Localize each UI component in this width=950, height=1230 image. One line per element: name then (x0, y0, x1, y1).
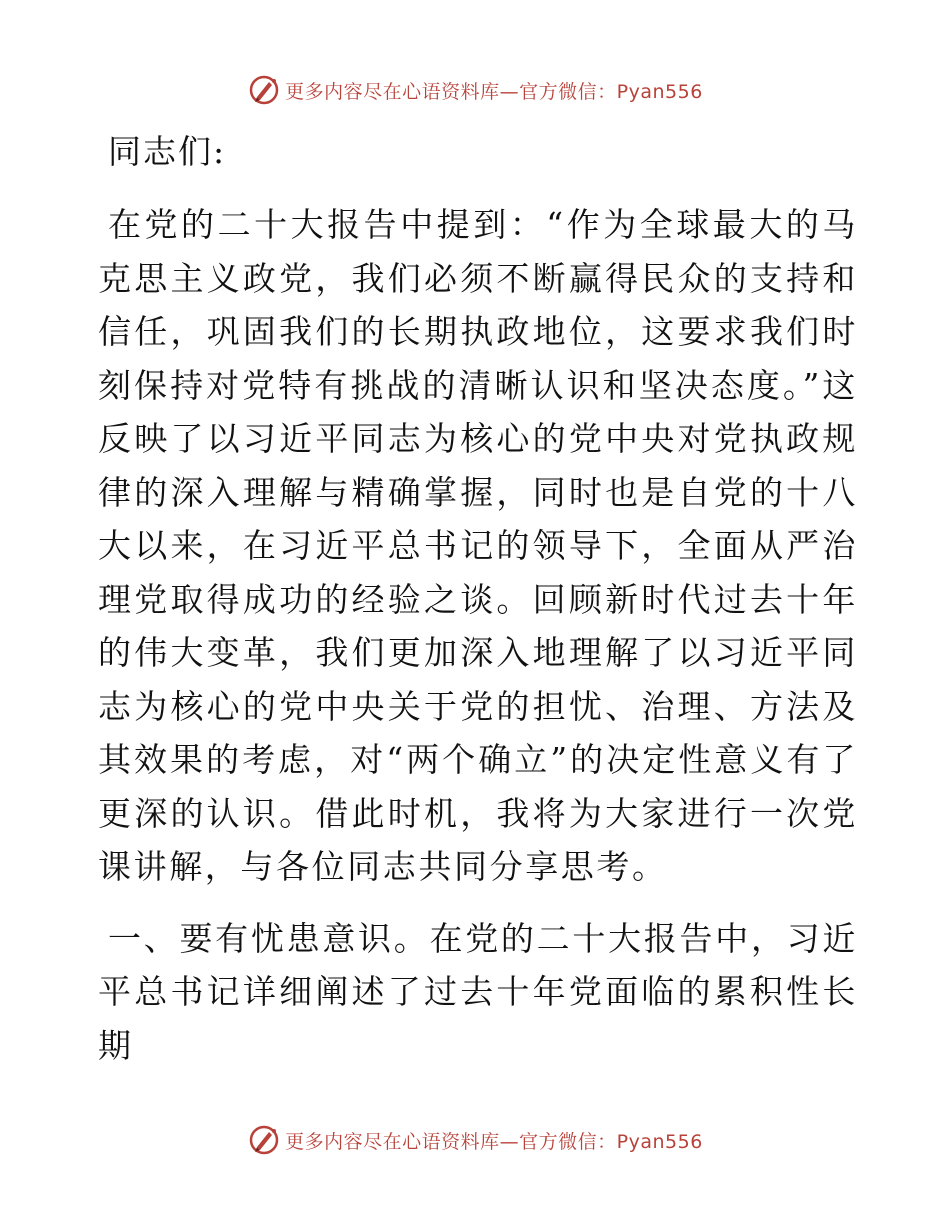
document-body (98, 128, 858, 1090)
banner-text (285, 1127, 703, 1154)
header-banner (0, 70, 950, 110)
footer-banner (0, 1120, 950, 1160)
banner-label: 更多内容尽在心语资料库—官方微信： (285, 80, 617, 103)
banner-wechat-id: Pyan556 (616, 1130, 703, 1153)
banner-label: 更多内容尽在心语资料库—官方微信： (285, 1130, 617, 1153)
banner-text (285, 77, 703, 104)
salutation: 同志们: (108, 132, 227, 171)
paragraph-section-one: 一、要有忧患意识。在党的二十大报告中，习近平总书记详细阐述了过去十年党面临的累积性长期 (98, 918, 858, 1065)
pen-logo-icon (247, 1123, 281, 1157)
banner-wechat-id: Pyan556 (616, 80, 703, 103)
pen-logo-icon (247, 73, 281, 107)
paragraph-intro: 在党的二十大报告中提到：“作为全球最大的马克思主义政党，我们必须不断赢得民众的支持和信任，巩固我们的长期执政地位，这要求我们时刻保持对党特有挑战的清晰认识和坚决态度。”这反映了以习近平同志为核心的党中央对党执政规律的深入理解与精确掌握，同时也是自党的十八大以来，在习近平总书记的领导下，全面从严治理党取得成功的经验之谈。回顾新时代过去十年的伟大变革，我们更加深入地理解了以习近平同志为核心的党中央关于党的担忧、治理、方法及其效果的考虑，对“两个确立”的决定性意义有了更深的认识。借此时机，我将为大家进行一次党课讲解，与各位同志共同分享思考。 (98, 205, 858, 886)
